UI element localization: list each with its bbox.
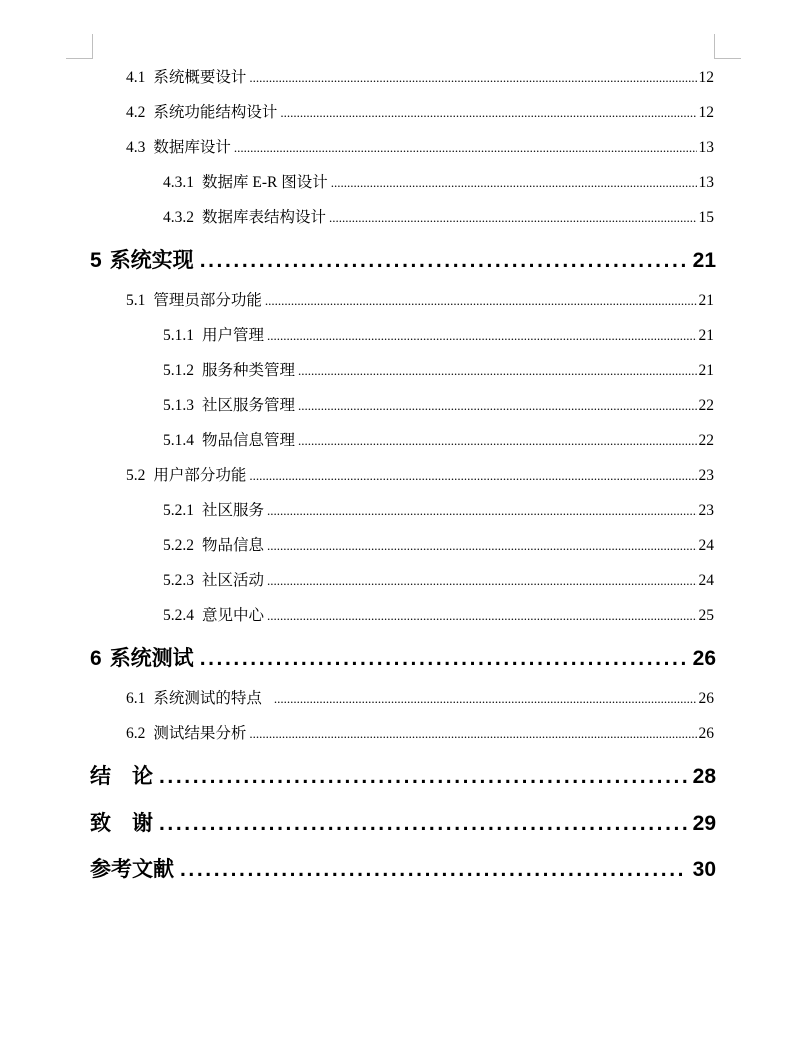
toc-number: 4.3 (126, 139, 146, 156)
toc-entry-5-2-1[interactable] (163, 498, 714, 520)
toc-page-number: 29 (692, 812, 716, 835)
toc-entry-4-3-1[interactable] (163, 170, 714, 192)
toc-title: 意见中心 (202, 607, 265, 624)
toc-leader-dots (331, 175, 697, 191)
toc-title: 系统概要设计 (153, 69, 247, 86)
toc-entry-5-1[interactable] (126, 288, 714, 310)
toc-title: 系统功能结构设计 (153, 104, 278, 121)
toc-page-number: 22 (698, 432, 714, 449)
toc-leader-dots (234, 140, 697, 156)
toc-number: 5.1.2 (163, 362, 194, 379)
toc-page-number: 21 (692, 249, 716, 272)
toc-leader-dots (200, 249, 687, 273)
toc-title: 数据库 E-R 图设计 (202, 174, 328, 191)
toc-entry-5-1-2[interactable] (163, 358, 714, 380)
toc-leader-dots (280, 105, 696, 121)
toc-number: 4.3.2 (163, 209, 194, 226)
toc-leader-dots (267, 328, 696, 344)
toc-page-number: 26 (698, 690, 714, 707)
toc-entry-4-3[interactable] (126, 135, 714, 157)
toc-title: 致 谢 (90, 812, 153, 835)
toc-page-number: 22 (698, 397, 714, 414)
toc-leader-dots (329, 210, 696, 226)
toc-title: 物品信息 (202, 537, 265, 554)
toc-page-number: 26 (692, 647, 716, 670)
toc-number: 5.2.4 (163, 607, 194, 624)
toc-entry-chapter-5[interactable] (90, 244, 716, 274)
toc-number: 5.1.3 (163, 397, 194, 414)
toc-number: 5.2 (126, 467, 146, 484)
toc-entry-5-1-1[interactable] (163, 323, 714, 345)
toc-title: 社区活动 (202, 572, 265, 589)
toc-number: 4.3.1 (163, 174, 194, 191)
toc-number: 5.1.1 (163, 327, 194, 344)
page-corner-mark-top-right (714, 34, 741, 59)
toc-leader-dots (265, 293, 697, 309)
toc-page-number: 21 (698, 327, 714, 344)
toc-number: 4.2 (126, 104, 146, 121)
toc-leader-dots (159, 765, 687, 789)
toc-entry-5-2-2[interactable] (163, 533, 714, 555)
toc-title: 社区服务管理 (202, 397, 296, 414)
toc-leader-dots (267, 573, 696, 589)
toc-entry-conclusion[interactable] (90, 760, 716, 790)
toc-leader-dots (267, 608, 696, 624)
toc-entry-6-2[interactable] (126, 721, 714, 743)
toc-leader-dots (274, 691, 697, 707)
toc-page-number: 12 (698, 69, 714, 86)
toc-title: 结 论 (90, 765, 153, 788)
toc-title: 参考文献 (90, 858, 174, 881)
toc-leader-dots (298, 433, 696, 449)
toc-page-number: 15 (698, 209, 714, 226)
toc-entry-chapter-6[interactable] (90, 642, 716, 672)
toc-entry-references[interactable] (90, 853, 716, 883)
toc-leader-dots (180, 858, 687, 882)
toc-title: 用户管理 (202, 327, 265, 344)
toc-title: 用户部分功能 (153, 467, 247, 484)
toc-title: 管理员部分功能 (153, 292, 262, 309)
toc-entry-5-2[interactable] (126, 463, 714, 485)
toc-number: 6.2 (126, 725, 146, 742)
toc-page-number: 23 (698, 467, 714, 484)
toc-leader-dots (200, 647, 687, 671)
toc-entry-5-2-3[interactable] (163, 568, 714, 590)
toc-number: 5.1.4 (163, 432, 194, 449)
toc-page-number: 25 (698, 607, 714, 624)
toc-leader-dots (249, 70, 696, 86)
toc-page-number: 13 (698, 174, 714, 191)
toc-leader-dots (159, 812, 687, 836)
toc-number: 5.2.2 (163, 537, 194, 554)
toc-title: 系统测试 (109, 647, 194, 670)
toc-leader-dots (298, 363, 696, 379)
toc-number: 6.1 (126, 690, 146, 707)
toc-page-number: 13 (698, 139, 714, 156)
toc-title: 系统测试的特点 (153, 690, 262, 707)
toc-title: 服务种类管理 (202, 362, 296, 379)
toc-leader-dots (267, 538, 696, 554)
toc-page-number: 24 (698, 537, 714, 554)
toc-number: 6 (90, 647, 102, 670)
toc-entry-5-2-4[interactable] (163, 603, 714, 625)
toc-title: 数据库设计 (153, 139, 231, 156)
toc-page-number: 12 (698, 104, 714, 121)
toc-entry-4-1[interactable] (126, 65, 714, 87)
toc-title: 系统实现 (109, 249, 194, 272)
toc-leader-dots (249, 468, 696, 484)
toc-entry-acknowledgements[interactable] (90, 807, 716, 837)
toc-title: 数据库表结构设计 (202, 209, 327, 226)
toc-page-number: 30 (692, 858, 716, 881)
toc-number: 5.2.1 (163, 502, 194, 519)
page-corner-mark-top-left (66, 34, 93, 59)
toc-entry-4-3-2[interactable] (163, 205, 714, 227)
toc-number: 5.2.3 (163, 572, 194, 589)
toc-page-number: 28 (692, 765, 716, 788)
toc-page-number: 21 (698, 292, 714, 309)
toc-page-number: 21 (698, 362, 714, 379)
toc-page-number: 23 (698, 502, 714, 519)
toc-number: 5 (90, 249, 102, 272)
toc-page-number: 24 (698, 572, 714, 589)
toc-number: 5.1 (126, 292, 146, 309)
toc-title: 物品信息管理 (202, 432, 296, 449)
toc-entry-4-2[interactable] (126, 100, 714, 122)
toc-entry-5-1-3[interactable] (163, 393, 714, 415)
toc-page-number: 26 (698, 725, 714, 742)
toc-leader-dots (249, 726, 696, 742)
toc-leader-dots (267, 503, 696, 519)
toc-entry-5-1-4[interactable] (163, 428, 714, 450)
toc-entry-6-1[interactable] (126, 686, 714, 708)
toc-title: 测试结果分析 (153, 725, 247, 742)
toc-title: 社区服务 (202, 502, 265, 519)
toc-number: 4.1 (126, 69, 146, 86)
toc-leader-dots (298, 398, 696, 414)
